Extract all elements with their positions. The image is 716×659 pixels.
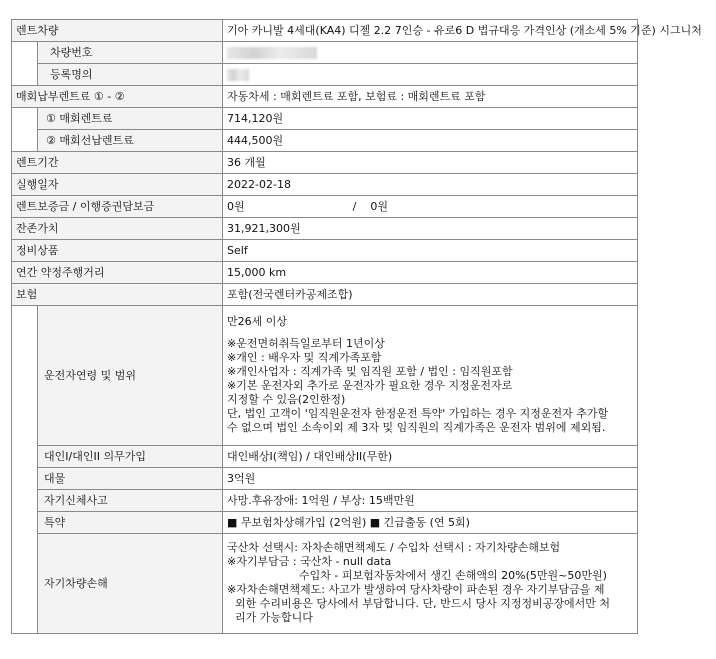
driver-note-5: 지정할 수 있음(2인한정) bbox=[227, 392, 346, 406]
vehicle-value: 기아 카니발 4세대(KA4) 디젤 2.2 7인승 - 유로6 D 법규대응 가격인상 (개소세 5% 기준) 시그니처 bbox=[223, 20, 638, 42]
fee1-label: ① 매회렌트료 bbox=[38, 108, 223, 130]
row-special bbox=[12, 512, 638, 534]
selfinjury-label: 자기신체사고 bbox=[38, 490, 223, 512]
date-label: 실행일자 bbox=[12, 174, 223, 196]
row-period bbox=[12, 152, 638, 174]
monthly-value: 자동차세 : 매회렌트료 포함, 보험료 : 매회렌트료 포함 bbox=[223, 86, 638, 108]
mileage-value: 15,000 km bbox=[223, 262, 638, 284]
driver-label: 운전자연령 및 범위 bbox=[38, 306, 223, 446]
damage-line-3: 수입차 - 피보험자동차에서 생긴 손해액의 20%(5만원~50만원) bbox=[299, 568, 607, 582]
liability-value: 대인배상I(책임) / 대인배상II(무한) bbox=[223, 446, 638, 468]
row-residual bbox=[12, 218, 638, 240]
owner-redacted bbox=[227, 69, 249, 81]
residual-value: 31,921,300원 bbox=[223, 218, 638, 240]
special-value: ■ 무보험차상해가입 (2억원) ■ 긴급출동 (연 5회) bbox=[223, 512, 638, 534]
insurance-group-spacer bbox=[12, 306, 38, 634]
special-label: 특약 bbox=[38, 512, 223, 534]
driver-value bbox=[223, 306, 638, 446]
row-mileage bbox=[12, 262, 638, 284]
property-value: 3억원 bbox=[223, 468, 638, 490]
row-deposit bbox=[12, 196, 638, 218]
row-fee1 bbox=[12, 108, 638, 130]
owner-label: 등록명의 bbox=[38, 64, 223, 86]
maintenance-label: 정비상품 bbox=[12, 240, 223, 262]
damage-line-5: 외한 수리비용은 당사에서 부담합니다. 단, 반드시 당사 지정정비공장에서만 처 bbox=[235, 596, 611, 610]
owner-value bbox=[223, 64, 638, 86]
driver-note-1: ※운전면허취득일로부터 1년이상 bbox=[227, 336, 385, 350]
damage-line-6: 리가 가능합니다 bbox=[235, 610, 313, 624]
plate-value bbox=[223, 42, 638, 64]
selfinjury-value: 사망.후유장애: 1억원 / 부상: 15백만원 bbox=[223, 490, 638, 512]
row-liability bbox=[12, 446, 638, 468]
deposit-value bbox=[223, 196, 638, 218]
insurance-value: 포함(전국렌터카공제조합) bbox=[223, 284, 638, 306]
row-vehicle bbox=[12, 20, 638, 42]
monthly-label: 매회납부렌트료 ① - ② bbox=[12, 86, 223, 108]
driver-note-7: 수 없으며 법인 소속이외 제 3자 및 임직원의 직계가족은 운전자 범위에 제외됨. bbox=[227, 420, 606, 434]
driver-note-2: ※개인 : 배우자 및 직계가족포함 bbox=[227, 350, 382, 364]
fee-group-spacer bbox=[12, 108, 38, 152]
vehicle-group-spacer bbox=[12, 42, 38, 86]
row-maintenance bbox=[12, 240, 638, 262]
plate-label: 차량번호 bbox=[38, 42, 223, 64]
deposit-label: 렌트보증금 / 이행증권담보금 bbox=[12, 196, 223, 218]
vehicle-label: 렌트차량 bbox=[12, 20, 223, 42]
row-monthly bbox=[12, 86, 638, 108]
damage-value bbox=[223, 534, 638, 634]
mileage-label: 연간 약정주행거리 bbox=[12, 262, 223, 284]
fee2-value: 444,500원 bbox=[223, 130, 638, 152]
damage-line-4: ※자차손해면책제도: 사고가 발생하여 당사차량이 파손된 경우 자기부담금을 제 bbox=[227, 582, 605, 596]
row-driver bbox=[12, 306, 638, 446]
liability-label: 대인I/대인II 의무가입 bbox=[38, 446, 223, 468]
row-owner bbox=[12, 64, 638, 86]
plate-redacted bbox=[227, 47, 317, 59]
driver-note-6: 단, 법인 고객이 '임직원운전자 한정운전 특약' 가입하는 경우 지정운전자 추가할 bbox=[227, 406, 609, 420]
maintenance-value: Self bbox=[223, 240, 638, 262]
driver-age: 만26세 이상 bbox=[227, 314, 288, 328]
damage-line-2: ※자기부담금 : 국산차 - null data bbox=[227, 554, 392, 568]
fee2-label: ② 매회선납렌트료 bbox=[38, 130, 223, 152]
row-fee2 bbox=[12, 130, 638, 152]
deposit-separator: / bbox=[352, 199, 357, 213]
period-value: 36 개월 bbox=[223, 152, 638, 174]
residual-label: 잔존가치 bbox=[12, 218, 223, 240]
property-label: 대물 bbox=[38, 468, 223, 490]
damage-label: 자기차량손해 bbox=[38, 534, 223, 634]
period-label: 렌트기간 bbox=[12, 152, 223, 174]
driver-note-3: ※개인사업자 : 직계가족 및 임직원 포함 / 법인 : 임직원포함 bbox=[227, 364, 513, 378]
row-insurance bbox=[12, 284, 638, 306]
fee1-value: 714,120원 bbox=[223, 108, 638, 130]
row-selfinjury bbox=[12, 490, 638, 512]
row-date bbox=[12, 174, 638, 196]
deposit-amount: 0원 bbox=[227, 199, 245, 213]
damage-line-1: 국산차 선택시: 자차손해면책제도 / 수입차 선택시 : 자기차량손해보험 bbox=[227, 540, 561, 554]
guarantee-amount: 0원 bbox=[370, 199, 388, 213]
rental-contract-table bbox=[11, 19, 702, 634]
insurance-label: 보험 bbox=[12, 284, 223, 306]
row-property bbox=[12, 468, 638, 490]
row-damage bbox=[12, 534, 638, 634]
date-value: 2022-02-18 bbox=[223, 174, 638, 196]
driver-note-4: ※기본 운전자외 추가로 운전자가 필요한 경우 지정운전자로 bbox=[227, 378, 513, 392]
row-plate bbox=[12, 42, 638, 64]
